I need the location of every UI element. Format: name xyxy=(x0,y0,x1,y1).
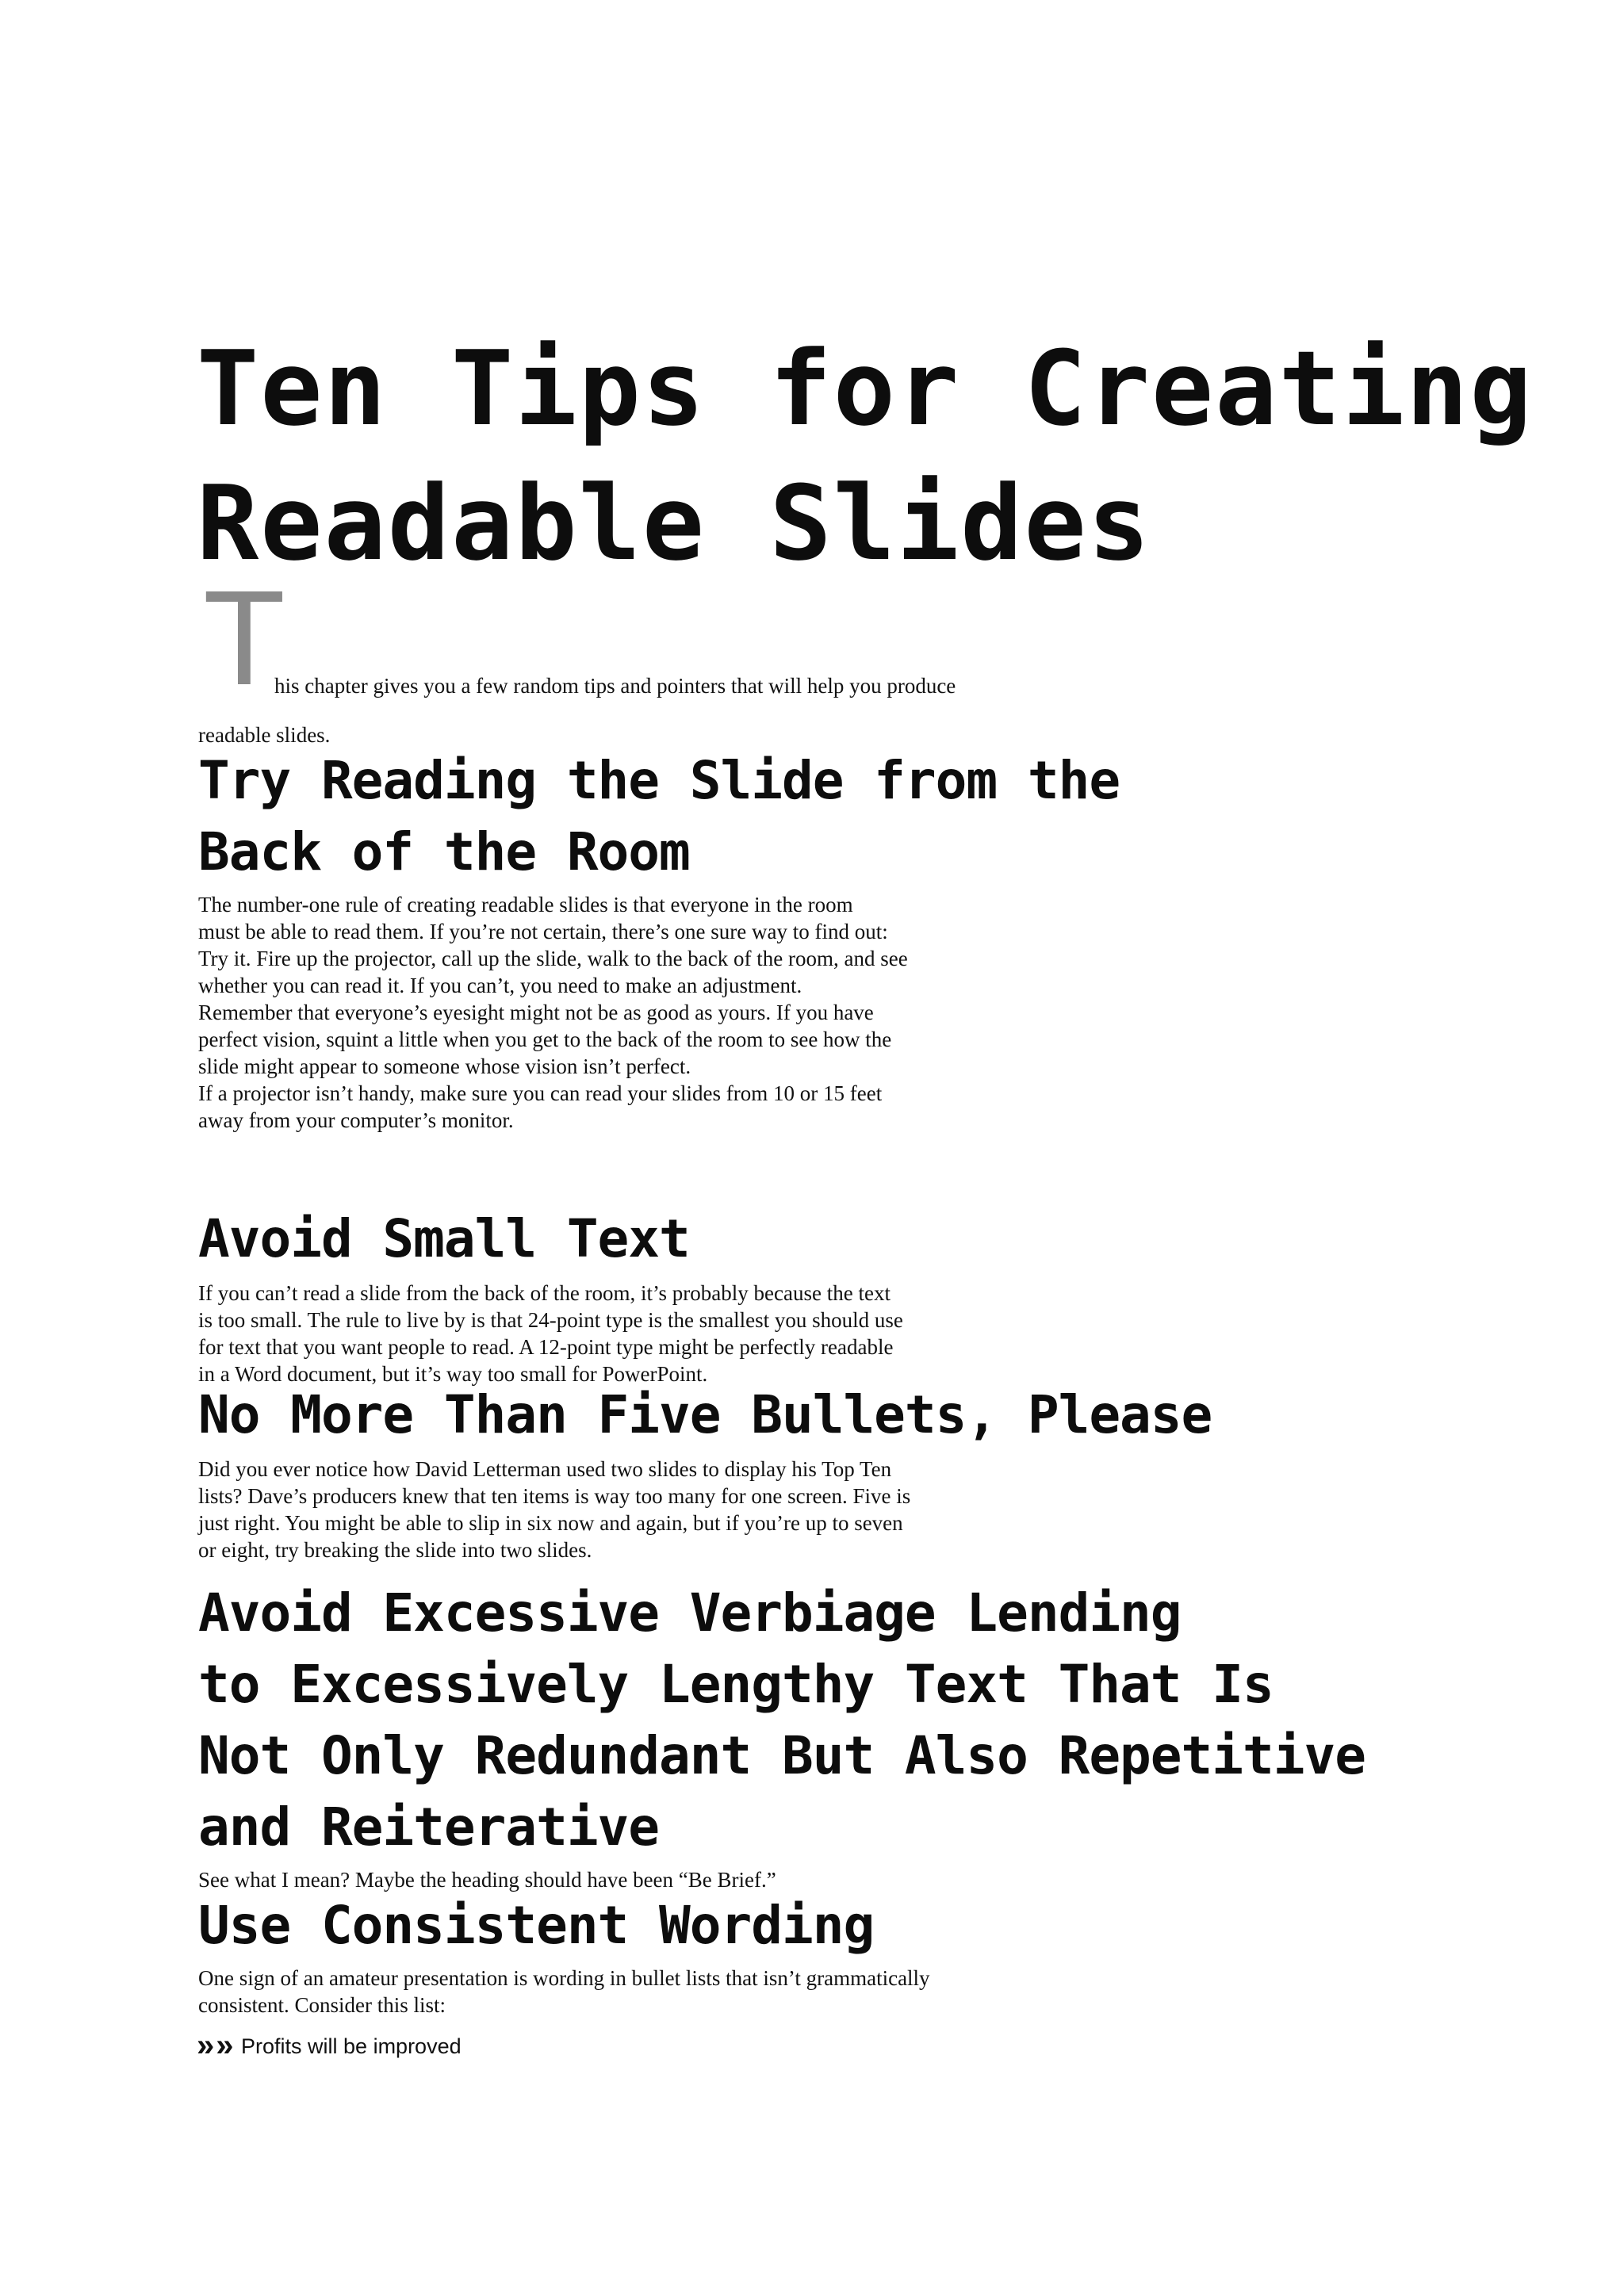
heading-line: Avoid Small Text xyxy=(198,1208,690,1269)
section-paragraph-back-of-room xyxy=(198,891,908,1134)
paragraph-line: is too small. The rule to live by is that 24-point type is the smallest you should use xyxy=(198,1308,903,1332)
chapter-title xyxy=(197,321,1534,591)
section-paragraph-consistent-wording xyxy=(198,1965,930,2019)
section-heading-back-of-room xyxy=(198,745,1120,888)
paragraph-line: Remember that everyone’s eyesight might not be as good as yours. If you have xyxy=(198,1001,874,1024)
paragraph-line: whether you can read it. If you can’t, you need to make an adjustment. xyxy=(198,974,802,997)
paragraph-line: for text that you want people to read. A 12-point type might be perfectly readable xyxy=(198,1335,894,1359)
paragraph-line: Did you ever notice how David Letterman used two slides to display his Top Ten xyxy=(198,1457,892,1481)
paragraph-line: Try it. Fire up the projector, call up the slide, walk to the back of the room, and see xyxy=(198,947,908,970)
heading-line: Use Consistent Wording xyxy=(198,1895,875,1956)
paragraph-line: The number-one rule of creating readable slides is that everyone in the room xyxy=(198,893,853,916)
section-heading-five-bullets xyxy=(198,1380,1212,1451)
paragraph-line: If a projector isn’t handy, make sure you can read your slides from 10 or 15 feet xyxy=(198,1081,883,1105)
heading-line: Back of the Room xyxy=(198,821,690,882)
heading-line: to Excessively Lengthy Text That Is xyxy=(198,1654,1274,1715)
section-paragraph-excessive-verbiage xyxy=(198,1866,776,1893)
paragraph-line: must be able to read them. If you’re not certain, there’s one sure way to find out: xyxy=(198,920,888,943)
section-paragraph-avoid-small-text xyxy=(198,1280,903,1387)
paragraph-line: perfect vision, squint a little when you get to the back of the room to see how the xyxy=(198,1027,892,1051)
paragraph-line: in a Word document, but it’s way too small for PowerPoint. xyxy=(198,1362,708,1386)
drop-cap: T xyxy=(203,563,285,714)
paragraph-line: slide might appear to someone whose vision isn’t perfect. xyxy=(198,1054,691,1078)
paragraph-line: away from your computer’s monitor. xyxy=(198,1108,514,1132)
double-chevron-right-icon: » xyxy=(197,2028,210,2063)
paragraph-line: consistent. Consider this list: xyxy=(198,1993,446,2017)
section-heading-excessive-verbiage xyxy=(198,1578,1365,1863)
paragraph-line: or eight, try breaking the slide into two slides. xyxy=(198,1538,592,1562)
double-chevron-right-icon: » xyxy=(216,2028,229,2063)
paragraph-line: One sign of an amateur presentation is wording in bullet lists that isn’t grammatically xyxy=(198,1966,930,1990)
paragraph-line: just right. You might be able to slip in six now and again, but if you’re up to seven xyxy=(198,1511,903,1535)
paragraph-line: lists? Dave’s producers knew that ten items is way too many for one screen. Five is xyxy=(198,1484,911,1508)
chapter-title-line-2: Readable Slides xyxy=(197,463,1151,584)
heading-line: No More Than Five Bullets, Please xyxy=(198,1384,1212,1445)
heading-line: Try Reading the Slide from the xyxy=(198,750,1120,811)
heading-line: Not Only Redundant But Also Repetitive xyxy=(198,1725,1365,1786)
list-item xyxy=(197,2030,462,2062)
section-paragraph-five-bullets xyxy=(198,1456,910,1563)
intro-line-1: his chapter gives you a few random tips and pointers that will help you produce xyxy=(274,674,956,698)
heading-line: Avoid Excessive Verbiage Lending xyxy=(198,1582,1182,1644)
bullet-text: Profits will be improved xyxy=(241,2034,462,2058)
chapter-title-line-1: Ten Tips for Creating xyxy=(197,328,1534,449)
paragraph-line: See what I mean? Maybe the heading should have been “Be Brief.” xyxy=(198,1868,776,1892)
paragraph-line: If you can’t read a slide from the back of the room, it’s probably because the text xyxy=(198,1281,891,1305)
intro-line-2: readable slides. xyxy=(198,723,331,747)
heading-line: and Reiterative xyxy=(198,1797,660,1858)
section-heading-avoid-small-text xyxy=(198,1203,690,1275)
section-heading-consistent-wording xyxy=(198,1890,874,1961)
